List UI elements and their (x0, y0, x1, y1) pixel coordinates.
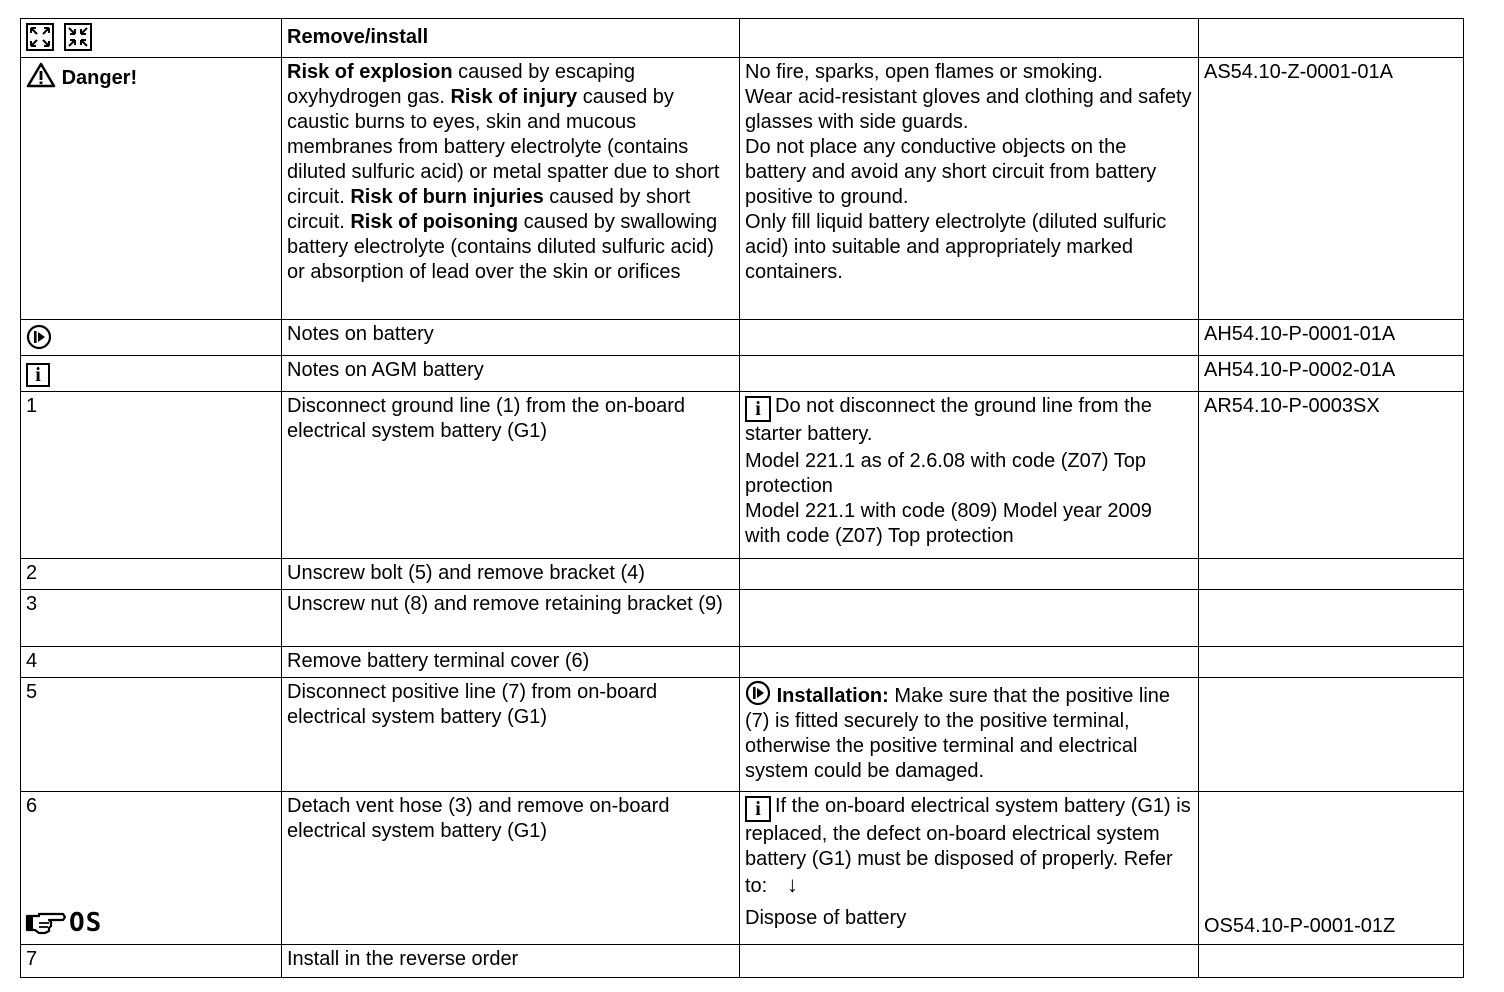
step-text: Remove battery terminal cover (6) (282, 647, 740, 678)
installation-text: Make sure that the positive line (7) is fitted securely to the positive terminal, otherwise the positive terminal and electrical system could be damaged. (745, 685, 1171, 782)
dispose-note-text: If the on-board electrical system battery (G1) is replaced, the defect on-board electrical system battery (G1) must be disposed of properly. Refer to: (745, 795, 1191, 897)
expand-icon[interactable] (26, 23, 54, 51)
table-row-note (21, 356, 1464, 392)
step-text: Detach vent hose (3) and remove on-board electrical system battery (G1) (282, 792, 740, 945)
step-note-lead: Do not disconnect the ground line from the starter battery. (745, 395, 1152, 445)
danger-measures-cell (740, 58, 1199, 320)
table-row-step (21, 678, 1464, 792)
table-row-step (21, 590, 1464, 647)
step-empty-cell (740, 647, 1199, 678)
step-number: 7 (21, 945, 282, 978)
table-row-header (21, 19, 1464, 58)
header-title: Remove/install (282, 19, 740, 58)
risk-burn-title: Risk of burn injuries (350, 186, 544, 208)
header-empty-cell (1199, 19, 1464, 58)
step-empty-cell (1199, 559, 1464, 590)
step-empty-cell (740, 945, 1199, 978)
step-note-cell (740, 792, 1199, 945)
risk-burn-text: caused by short circuit. (287, 186, 691, 233)
risk-poisoning-title: Risk of poisoning (350, 211, 519, 233)
down-arrow-icon: ↓ (786, 872, 798, 897)
step-empty-cell (1199, 945, 1464, 978)
danger-ref-link[interactable]: AS54.10-Z-0001-01A (1199, 58, 1464, 320)
table-row-step (21, 647, 1464, 678)
risk-explosion-text: caused by escaping oxyhydrogen gas. (287, 61, 635, 108)
danger-risks-cell (282, 58, 740, 320)
header-empty-cell (740, 19, 1199, 58)
note-empty-cell (740, 320, 1199, 356)
os-label: OS (69, 907, 103, 938)
pointing-hand-icon (25, 910, 67, 936)
note-text: Notes on battery (282, 320, 740, 356)
info-icon: i (745, 796, 771, 822)
measure-item: No fire, sparks, open flames or smoking. (745, 61, 1103, 83)
step-text: Disconnect positive line (7) from on-board electrical system battery (G1) (282, 678, 740, 792)
table-row-note (21, 320, 1464, 356)
measure-item: Only fill liquid battery electrolyte (diluted sulfuric acid) into suitable and appropriately marked containers. (745, 211, 1167, 283)
warning-triangle-icon (26, 62, 56, 88)
risk-injury-title: Risk of injury (450, 86, 578, 108)
step-empty-cell (1199, 590, 1464, 647)
note-icon-cell (21, 320, 282, 356)
risk-injury-text: caused by caustic burns to eyes, skin and mucous membranes from battery electrolyte (contains diluted sulfuric acid) or metal spatter due to short circuit. (287, 86, 720, 208)
step-text: Unscrew bolt (5) and remove bracket (4) (282, 559, 740, 590)
note-ref-link[interactable]: AH54.10-P-0001-01A (1199, 320, 1464, 356)
model-note-line: Model 221.1 as of 2.6.08 with code (Z07) Top protection (745, 450, 1146, 497)
installation-title: Installation: (776, 685, 889, 707)
table-row-danger (21, 58, 1464, 320)
danger-label-cell (21, 58, 282, 320)
note-empty-cell (740, 356, 1199, 392)
note-text: Notes on AGM battery (282, 356, 740, 392)
step-empty-cell (1199, 647, 1464, 678)
note-icon-cell (21, 356, 282, 392)
step-number: 5 (21, 678, 282, 792)
step-empty-cell (1199, 678, 1464, 792)
danger-label: Danger! (61, 67, 138, 89)
collapse-icon[interactable] (64, 23, 92, 51)
step-text: Unscrew nut (8) and remove retaining bracket (9) (282, 590, 740, 647)
risk-explosion-title: Risk of explosion (287, 61, 453, 83)
info-icon: i (26, 363, 50, 387)
step-empty-cell (740, 559, 1199, 590)
step-number: 4 (21, 647, 282, 678)
step-empty-cell (740, 590, 1199, 647)
step-note-cell (740, 678, 1199, 792)
note-ref-link[interactable]: AH54.10-P-0002-01A (1199, 356, 1464, 392)
info-icon: i (745, 396, 771, 422)
os-marker (25, 907, 103, 938)
note-arrow-icon (745, 680, 771, 706)
dispose-link-text[interactable]: Dispose of battery (745, 907, 907, 929)
measure-item: Wear acid-resistant gloves and clothing and safety glasses with side guards. (745, 86, 1192, 133)
table-row-step (21, 945, 1464, 978)
table-row-step (21, 792, 1464, 945)
header-icons-cell (21, 19, 282, 58)
table-row-step (21, 559, 1464, 590)
step-number: 2 (21, 559, 282, 590)
step-number: 1 (21, 392, 282, 559)
note-arrow-icon (26, 324, 52, 350)
step-text: Disconnect ground line (1) from the on-board electrical system battery (G1) (282, 392, 740, 559)
model-note-line: Model 221.1 with code (809) Model year 2009 with code (Z07) Top protection (745, 500, 1152, 547)
step-text: Install in the reverse order (282, 945, 740, 978)
step-number: 6 (26, 795, 38, 817)
os-ref-link[interactable]: OS54.10-P-0001-01Z (1204, 915, 1396, 937)
measure-item: Do not place any conductive objects on the battery and avoid any short circuit from battery positive to ground. (745, 136, 1157, 208)
step-number: 3 (21, 590, 282, 647)
step-number-cell (21, 792, 282, 945)
step-ref-cell (1199, 792, 1464, 945)
risk-poisoning-text: caused by swallowing battery electrolyte (contains diluted sulfuric acid) or absorption of lead over the skin or orifices (287, 211, 718, 283)
step-ref-link[interactable]: AR54.10-P-0003SX (1199, 392, 1464, 559)
table-row-step (21, 392, 1464, 559)
procedure-table (20, 18, 1464, 978)
step-note-cell (740, 392, 1199, 559)
